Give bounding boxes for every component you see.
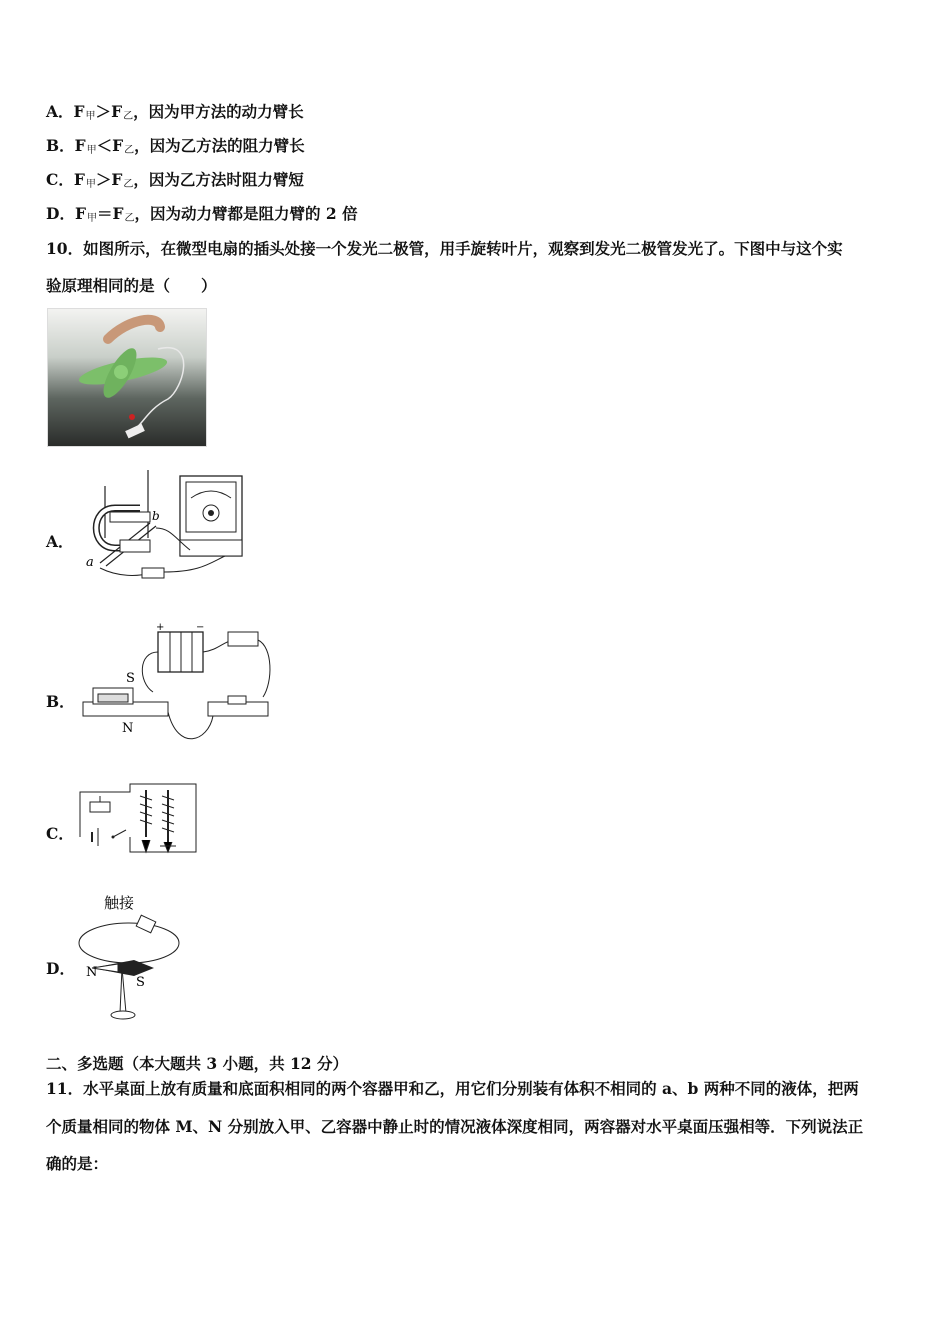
q10-option-d-label: D． — [46, 959, 75, 978]
q11-stem-line2: 个质量相同的物体 M、N 分别放入甲、乙容器中静止时的情况液体深度相同，两容器对水平桌面压强相等．下列说法正 — [46, 1117, 864, 1136]
label-a: a — [86, 555, 94, 570]
q10-option-c-label: C． — [46, 824, 74, 843]
force-symbol: F — [73, 102, 85, 121]
label-s: S — [126, 671, 135, 686]
option-letter: D． — [46, 204, 75, 223]
subscript: 乙 — [123, 179, 134, 190]
force-symbol: F — [73, 170, 85, 189]
force-symbol: F — [74, 136, 86, 155]
subscript: 乙 — [123, 111, 134, 122]
figure-c-electromagnet — [78, 782, 200, 856]
option-reason: ，因为甲方法的动力臂长 — [133, 102, 304, 121]
fan-photo — [47, 308, 207, 447]
force-symbol: F — [112, 204, 124, 223]
q10-option-b-label: B． — [46, 692, 75, 711]
option-reason: ，因为动力臂都是阻力臂的 2 倍 — [134, 204, 358, 223]
q10-stem-line1: 10．如图所示，在微型电扇的插头处接一个发光二极管，用手旋转叶片，观察到发光二极管发光了。下图中与这个实 — [46, 239, 843, 258]
option-letter: B． — [46, 136, 75, 155]
subscript: 甲 — [86, 145, 97, 156]
subscript: 甲 — [86, 213, 97, 224]
q11-stem-line1: 11．水平桌面上放有质量和底面积相同的两个容器甲和乙，用它们分别装有体积不相同的 a、b 两种不同的液体，把两 — [46, 1079, 859, 1098]
subscript: 乙 — [124, 145, 135, 156]
q9-option-b — [46, 136, 305, 161]
subscript: 甲 — [85, 179, 96, 190]
figure-d-oersted — [74, 888, 194, 1023]
comparison-operator: ＝ — [96, 204, 113, 223]
comparison-operator: ＞ — [95, 102, 112, 121]
q10-stem-line2: 验原理相同的是（ ） — [46, 276, 217, 295]
option-letter: C． — [46, 170, 74, 189]
label-s: S — [136, 975, 145, 990]
force-symbol: F — [111, 170, 123, 189]
q10-option-a-label: A． — [46, 532, 74, 551]
subscript: 甲 — [85, 111, 96, 122]
label-b: b — [152, 509, 160, 523]
touch-label: 触接 — [104, 894, 135, 912]
q9-option-d — [46, 204, 358, 229]
comparison-operator: ＜ — [96, 136, 113, 155]
subscript: 乙 — [124, 213, 135, 224]
label-n: N — [86, 965, 98, 980]
figure-a-generator — [80, 468, 250, 593]
q11-stem-line3: 确的是： — [46, 1154, 109, 1173]
force-symbol: F — [74, 204, 86, 223]
comparison-operator: ＞ — [95, 170, 112, 189]
section-2-title: 二、多选题（本大题共 3 小题，共 12 分） — [46, 1054, 348, 1073]
fan-illustration — [48, 309, 206, 446]
option-reason: ，因为乙方法时阻力臂短 — [133, 170, 304, 189]
q9-option-a — [46, 102, 304, 127]
minus-sign: − — [196, 622, 205, 633]
force-symbol: F — [112, 136, 124, 155]
option-letter: A． — [46, 102, 74, 121]
plus-sign: + — [156, 622, 165, 633]
option-reason: ，因为乙方法的阻力臂长 — [134, 136, 305, 155]
q9-option-c — [46, 170, 304, 195]
figure-b-motor — [78, 622, 283, 754]
label-n: N — [122, 721, 134, 736]
force-symbol: F — [111, 102, 123, 121]
